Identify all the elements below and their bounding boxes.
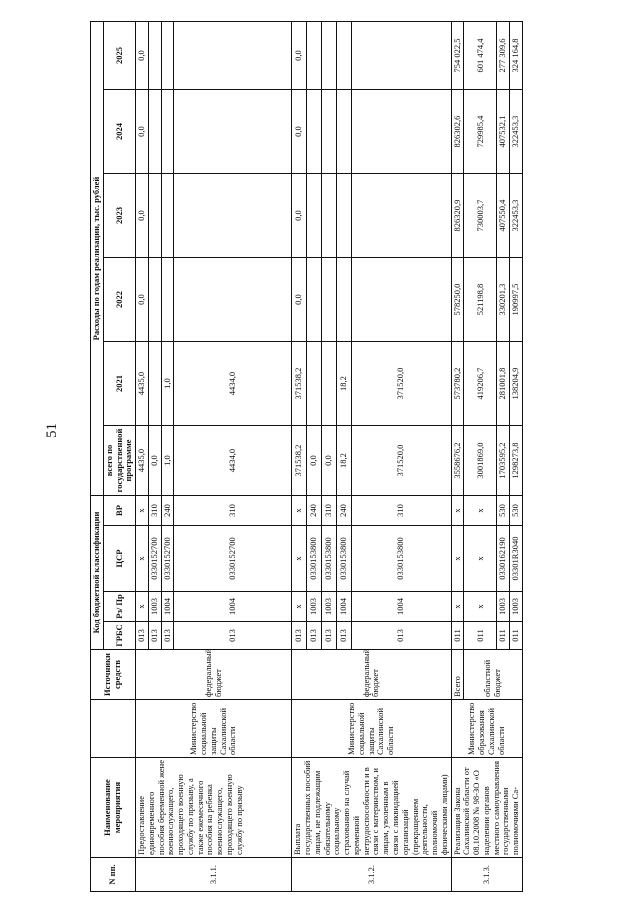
y2023-cell: 826320,9 (451, 174, 464, 258)
header-2021: 2021 (103, 342, 135, 426)
row-number: 3.1.1. (136, 858, 292, 892)
csr-cell: х (451, 526, 464, 592)
grbs-cell: 013 (351, 622, 451, 650)
header-name: Наименование мероприятия (91, 758, 136, 858)
header-num: N пп. (91, 858, 136, 892)
executor: Министерство образования Сахалинской области (451, 700, 522, 758)
y2025-cell (351, 22, 451, 90)
grbs-cell: 013 (336, 622, 351, 650)
vr-cell: 310 (148, 496, 161, 526)
rzpr-cell: 1004 (174, 592, 292, 622)
y2023-cell: 730003,7 (464, 174, 497, 258)
y2024-cell (336, 90, 351, 174)
y2022-cell (321, 258, 336, 342)
y2025-cell (161, 22, 174, 90)
y2024-cell (351, 90, 451, 174)
y2023-cell: 0,0 (292, 174, 307, 258)
funding-source: областной бюджет (464, 650, 523, 700)
y2023-cell (161, 174, 174, 258)
csr-cell: 0330153800 (321, 526, 336, 592)
y2021-cell (321, 342, 336, 426)
header-rzpr: Рз/ Пр (103, 592, 135, 622)
total-cell: 0,0 (321, 426, 336, 496)
measure-name: Выплата государственных пособий лицам, не подлежащим обязательному социальному страхованию на случай временной нетрудоспособности и в связи с материнством, и лицам, уволенным в связи с ликвидацией организаций (прекращением деятельности, полномочий физическими лицами) (292, 758, 451, 858)
header-grbs: ГРБС (103, 622, 135, 650)
y2022-cell (307, 258, 322, 342)
y2021-cell: 18,2 (336, 342, 351, 426)
funding-source: федеральный бюджет (136, 650, 292, 700)
y2024-cell: 322453,3 (510, 90, 523, 174)
total-cell: 371520,0 (351, 426, 451, 496)
y2021-cell: 371520,0 (351, 342, 451, 426)
y2021-cell (307, 342, 322, 426)
row-number: 3.1.3. (451, 858, 522, 892)
y2023-cell (148, 174, 161, 258)
vr-cell: х (451, 496, 464, 526)
y2021-cell: 371538,2 (292, 342, 307, 426)
header-kbk-group: Код бюджетной классификации (91, 496, 104, 650)
vr-cell: 240 (161, 496, 174, 526)
csr-cell: 0330162190 (497, 526, 510, 592)
y2022-cell: 330201,3 (497, 258, 510, 342)
y2024-cell (321, 90, 336, 174)
y2021-cell: 4435,0 (136, 342, 149, 426)
y2021-cell (148, 342, 161, 426)
header-csr: ЦСР (103, 526, 135, 592)
y2022-cell: 190997,5 (510, 258, 523, 342)
y2025-cell (307, 22, 322, 90)
header-2022: 2022 (103, 258, 135, 342)
vr-cell: х (464, 496, 497, 526)
header-source: Источники средств (91, 650, 136, 700)
y2025-cell (174, 22, 292, 90)
grbs-cell: 011 (464, 622, 497, 650)
page-number: 51 (44, 423, 60, 438)
total-cell: 1298273,8 (510, 426, 523, 496)
vr-cell: 240 (307, 496, 322, 526)
y2025-cell: 0,0 (136, 22, 149, 90)
y2022-cell (148, 258, 161, 342)
total-cell: 3001869,0 (464, 426, 497, 496)
y2024-cell (148, 90, 161, 174)
y2025-cell: 277 309,6 (497, 22, 510, 90)
y2021-cell: 1,0 (161, 342, 174, 426)
y2025-cell (321, 22, 336, 90)
vr-cell: 310 (174, 496, 292, 526)
total-cell: 0,0 (148, 426, 161, 496)
y2022-cell: 0,0 (292, 258, 307, 342)
y2022-cell: 0,0 (136, 258, 149, 342)
y2023-cell (174, 174, 292, 258)
csr-cell: 0330153800 (307, 526, 322, 592)
total-cell: 4434,0 (174, 426, 292, 496)
rzpr-cell: 1003 (148, 592, 161, 622)
y2022-cell: 578250,0 (451, 258, 464, 342)
csr-cell: х (464, 526, 497, 592)
y2021-cell: 419206,7 (464, 342, 497, 426)
y2024-cell: 0,0 (292, 90, 307, 174)
total-cell: 0,0 (307, 426, 322, 496)
rzpr-cell: 1003 (307, 592, 322, 622)
rzpr-cell: 1004 (161, 592, 174, 622)
y2022-cell (174, 258, 292, 342)
vr-cell: х (136, 496, 149, 526)
grbs-cell: 013 (292, 622, 307, 650)
total-cell: 4435,0 (136, 426, 149, 496)
header-expenses-group: Расходы по годам реализации, тыс. рублей (91, 22, 104, 496)
y2025-cell: 754 022,5 (451, 22, 464, 90)
y2022-cell: 521198,8 (464, 258, 497, 342)
total-label: Всего (451, 650, 464, 700)
y2024-cell: 729985,4 (464, 90, 497, 174)
executor: Министерство социальной защиты Сахалинской области (292, 700, 451, 758)
y2023-cell (307, 174, 322, 258)
vr-cell: 310 (351, 496, 451, 526)
header-2025: 2025 (103, 22, 135, 90)
vr-cell: 530 (510, 496, 523, 526)
rotated-table-area (90, 22, 640, 892)
header-executor (91, 700, 136, 758)
table-row (136, 22, 149, 892)
y2022-cell (351, 258, 451, 342)
grbs-cell: 013 (161, 622, 174, 650)
grbs-cell: 013 (321, 622, 336, 650)
vr-cell: 310 (321, 496, 336, 526)
executor: Министерство социальной защиты Сахалинской области (136, 700, 292, 758)
csr-cell: 0330152700 (161, 526, 174, 592)
y2025-cell: 324 164,8 (510, 22, 523, 90)
grbs-cell: 011 (451, 622, 464, 650)
row-number: 3.1.2. (292, 858, 451, 892)
y2024-cell: 407532,1 (497, 90, 510, 174)
header-vr: ВР (103, 496, 135, 526)
grbs-cell: 013 (148, 622, 161, 650)
header-2024: 2024 (103, 90, 135, 174)
vr-cell: 530 (497, 496, 510, 526)
measure-name: Предоставление единовременного пособия беременной жене военнослужащего, проходящего военную службу по призыву, а также ежемесячного пособия на ребенка военнослужащего, проходящего военную службу по призыву (136, 758, 292, 858)
rzpr-cell: х (464, 592, 497, 622)
y2024-cell (161, 90, 174, 174)
rzpr-cell: 1004 (336, 592, 351, 622)
rzpr-cell: 1004 (351, 592, 451, 622)
y2023-cell (321, 174, 336, 258)
y2023-cell: 322453,3 (510, 174, 523, 258)
total-cell: 3558676,2 (451, 426, 464, 496)
rzpr-cell: 1003 (497, 592, 510, 622)
grbs-cell: 013 (174, 622, 292, 650)
y2021-cell: 138204,9 (510, 342, 523, 426)
total-cell: 1,0 (161, 426, 174, 496)
y2023-cell (351, 174, 451, 258)
grbs-cell: 011 (510, 622, 523, 650)
grbs-cell: 013 (136, 622, 149, 650)
csr-cell: 0330153800 (351, 526, 451, 592)
csr-cell: 0330152700 (148, 526, 161, 592)
y2024-cell: 826302,6 (451, 90, 464, 174)
y2021-cell: 281001,8 (497, 342, 510, 426)
table-row (451, 22, 464, 892)
funding-source: федеральный бюджет (292, 650, 451, 700)
rzpr-cell: х (292, 592, 307, 622)
csr-cell: 03301R3040 (510, 526, 523, 592)
measure-name: Реализация Закона Сахалинской области от 08.10.2008 № 98-ЗО «О наделении органов местного самоуправления государственными полномочиями Са- (451, 758, 522, 858)
rzpr-cell: х (451, 592, 464, 622)
y2022-cell (336, 258, 351, 342)
y2024-cell (307, 90, 322, 174)
y2021-cell: 4434,0 (174, 342, 292, 426)
y2024-cell (174, 90, 292, 174)
y2025-cell: 0,0 (292, 22, 307, 90)
grbs-cell: 013 (307, 622, 322, 650)
csr-cell: 0330152700 (174, 526, 292, 592)
csr-cell: 0330153800 (336, 526, 351, 592)
y2025-cell (148, 22, 161, 90)
y2024-cell: 0,0 (136, 90, 149, 174)
header-total: всего по государственной программе (103, 426, 135, 496)
y2023-cell: 0,0 (136, 174, 149, 258)
y2021-cell: 573780,2 (451, 342, 464, 426)
csr-cell: х (136, 526, 149, 592)
total-cell: 18,2 (336, 426, 351, 496)
csr-cell: х (292, 526, 307, 592)
y2023-cell: 407550,4 (497, 174, 510, 258)
rzpr-cell: 1003 (321, 592, 336, 622)
y2025-cell: 601 474,4 (464, 22, 497, 90)
total-cell: 371538,2 (292, 426, 307, 496)
rzpr-cell: 1003 (510, 592, 523, 622)
table-row (292, 22, 307, 892)
y2025-cell (336, 22, 351, 90)
total-cell: 1703595,2 (497, 426, 510, 496)
header-2023: 2023 (103, 174, 135, 258)
vr-cell: х (292, 496, 307, 526)
grbs-cell: 011 (497, 622, 510, 650)
y2022-cell (161, 258, 174, 342)
budget-table (90, 21, 523, 892)
vr-cell: 240 (336, 496, 351, 526)
y2023-cell (336, 174, 351, 258)
rzpr-cell: х (136, 592, 149, 622)
